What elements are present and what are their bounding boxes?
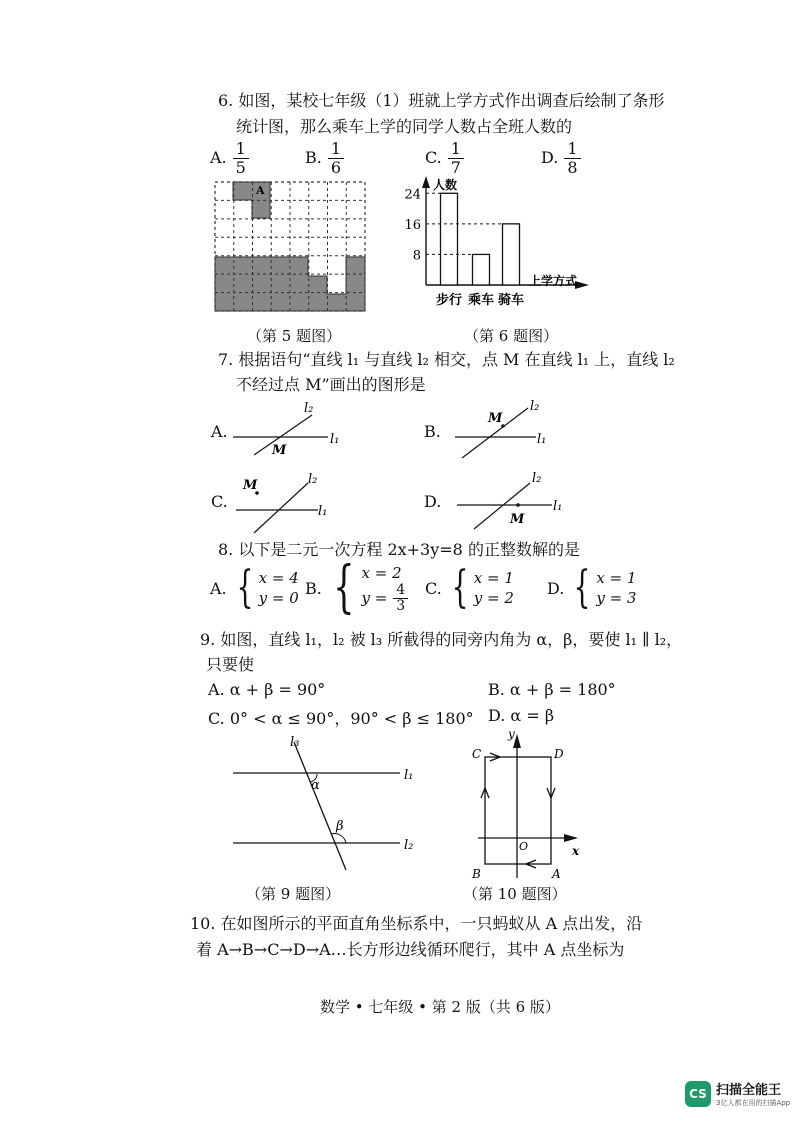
svg-text:l₁: l₁ — [404, 768, 414, 783]
fig6-ytick-label: 8 — [412, 248, 421, 264]
q7-option-b-figure — [450, 393, 590, 465]
svg-text:l₁: l₁ — [318, 504, 328, 519]
q9-option-b: B. α + β = 180° — [488, 680, 616, 699]
q7-option-c-letter: C. — [211, 492, 228, 511]
q8-option-b: B. { x = 2 y = $\frac{4}{3}$ — [305, 560, 408, 616]
svg-text:M: M — [272, 443, 287, 458]
fig6-category-label: 步行 — [435, 293, 463, 308]
svg-text:l₁: l₁ — [330, 432, 340, 447]
fig6-y-arrow — [422, 176, 430, 188]
fig10-coordinate-plane — [468, 728, 588, 880]
fig5-caption: （第 5 题图） — [247, 327, 342, 345]
fig6-bar-2 — [473, 254, 490, 285]
svg-text:β: β — [336, 819, 344, 834]
q9-stem-line2: 只要使 — [206, 655, 255, 674]
q6-option-a: A. $\frac{1}{5}$ — [210, 140, 249, 177]
q9-option-a: A. α + β = 90° — [208, 680, 326, 699]
q9-option-c: C. 0° < α ≤ 90°，90° < β ≤ 180° — [208, 709, 474, 728]
svg-text:l₂: l₂ — [532, 471, 542, 486]
fig5-grid — [210, 178, 370, 318]
q10-stem-line1: 10. 在如图所示的平面直角坐标系中，一只蚂蚁从 A 点出发，沿 — [190, 914, 643, 933]
watermark-name: 扫描全能王 — [716, 1083, 782, 1098]
svg-text:l₂: l₂ — [530, 399, 540, 414]
q7-option-a-letter: A. — [211, 422, 228, 441]
svg-text:D: D — [554, 747, 564, 761]
q7-option-b-letter: B. — [424, 422, 441, 441]
fig9-parallel-lines — [228, 730, 428, 880]
svg-text:x: x — [572, 844, 580, 858]
q6-option-b: B. $\frac{1}{6}$ — [305, 140, 344, 177]
svg-text:l₂: l₂ — [304, 401, 314, 416]
q7-stem-line1: 7. 根据语句“直线 l₁ 与直线 l₂ 相交，点 M 在直线 l₁ 上，直线 l₂ — [218, 350, 675, 369]
q8-option-d: D. { x = 1 y = 3 — [547, 562, 637, 613]
fig6-category-label: 骑车 — [497, 293, 525, 308]
q8-option-a: A. { x = 4 y = 0 — [210, 562, 299, 613]
svg-text:α: α — [311, 778, 320, 793]
fig9-line-l3 — [294, 742, 346, 870]
q6-option-d: D. $\frac{1}{8}$ — [541, 140, 581, 177]
svg-text:l₁: l₁ — [537, 432, 547, 447]
q8-stem: 8. 以下是二元一次方程 2x+3y=8 的正整数解的是 — [218, 540, 580, 559]
q9-stem-line1: 9. 如图，直线 l₁，l₂ 被 l₃ 所截得的同旁内角为 α，β，要使 l₁ ∥ l₂， — [200, 630, 683, 649]
fig6-x-arrow — [575, 281, 589, 289]
svg-text:l₃: l₃ — [290, 735, 300, 750]
q7-option-d-figure — [452, 465, 592, 537]
q8-option-c: C. { x = 1 y = 2 — [425, 562, 514, 613]
fig6-bar-1 — [441, 193, 458, 285]
fig6-caption: （第 6 题图） — [464, 327, 559, 345]
fig5-label-a: A — [256, 184, 265, 197]
scanner-watermark — [685, 1079, 790, 1108]
fig6-bar-chart — [395, 168, 595, 318]
svg-text:l₂: l₂ — [404, 838, 414, 853]
q6-stem-line1: 6. 如图，某校七年级（1）班就上学方式作出调查后绘制了条形 — [218, 91, 665, 110]
svg-text:O: O — [519, 840, 529, 853]
fig6-ytick-label: 24 — [404, 187, 421, 203]
q7-stem-line2: 不经过点 M”画出的图形是 — [236, 375, 426, 394]
fig6-bar-3 — [503, 224, 520, 285]
q10-stem-line2: 着 A→B→C→D→A…长方形边线循环爬行，其中 A 点坐标为 — [196, 940, 625, 959]
q7-option-d-letter: D. — [424, 492, 442, 511]
camscanner-logo: CS — [685, 1081, 711, 1107]
fig9-caption: （第 9 题图） — [246, 885, 341, 903]
fig6-ylabel: 人数 — [433, 178, 458, 192]
fig10-caption: （第 10 题图） — [463, 885, 567, 903]
q7-option-c-figure — [232, 465, 372, 537]
page-footer: 数学 • 七年级 • 第 2 版（共 6 版） — [320, 998, 560, 1016]
fig6-category-label: 乘车 — [467, 293, 495, 308]
svg-text:C: C — [472, 747, 482, 761]
svg-text:B: B — [472, 867, 481, 880]
svg-text:M: M — [488, 411, 503, 426]
svg-text:l₂: l₂ — [308, 472, 318, 487]
fig6-ytick-label: 16 — [404, 217, 421, 233]
svg-text:M: M — [510, 512, 525, 527]
q9-option-d: D. α = β — [488, 706, 555, 725]
watermark-tagline: 3亿人都在用的扫描App — [716, 1099, 791, 1107]
svg-text:l₁: l₁ — [553, 499, 563, 514]
svg-text:M: M — [243, 478, 258, 493]
svg-text:y: y — [508, 728, 515, 741]
q6-option-c: C. $\frac{1}{7}$ — [425, 140, 464, 177]
fig10-rectangle — [485, 757, 551, 864]
q6-stem-line2: 统计图，那么乘车上学的同学人数占全班人数的 — [236, 117, 573, 136]
q7-option-a-figure — [230, 395, 370, 467]
svg-text:A: A — [552, 867, 561, 880]
fig6-xlabel: 上学方式 — [529, 274, 578, 288]
